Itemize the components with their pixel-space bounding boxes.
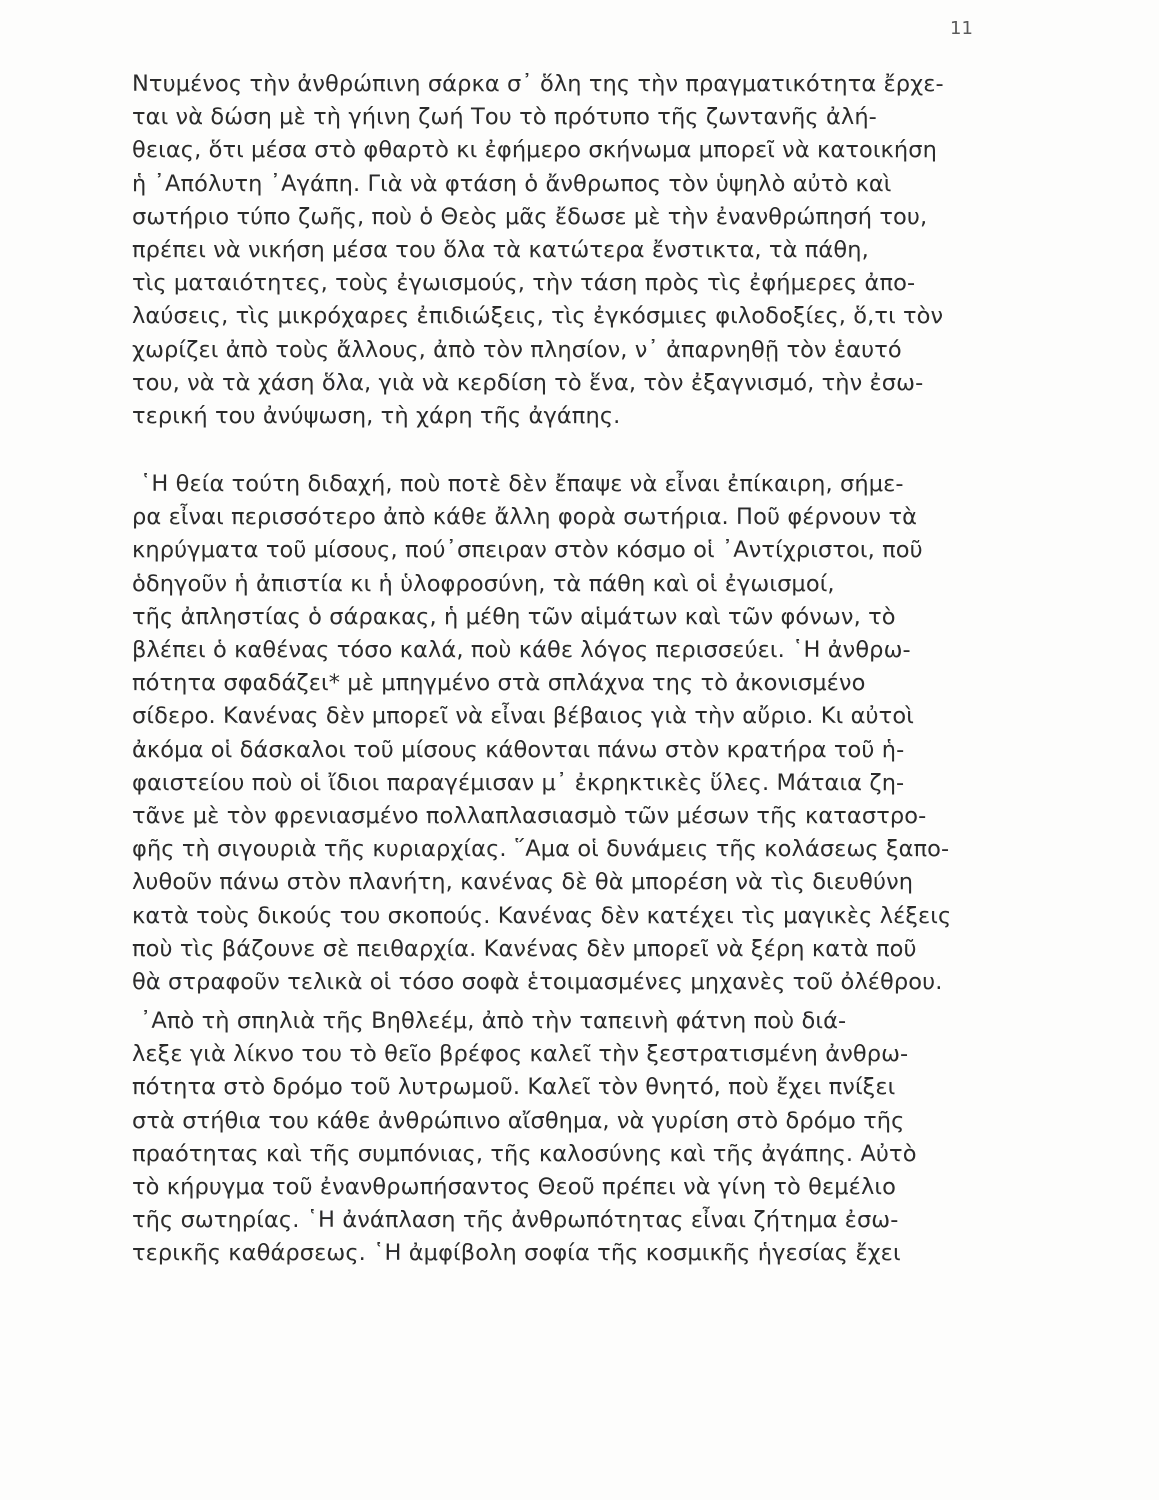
text-line: κατὰ τοὺς δικούς του σκοπούς. Κανένας δὲν κατέχει τὶς μαγικὲς λέξεις	[132, 902, 952, 929]
text-line: σωτήριο τύπο ζωῆς, ποὺ ὁ Θεὸς μᾶς ἔδωσε μὲ τὴν ἐνανθρώπησή του,	[132, 203, 928, 230]
text-line: ται νὰ δώση μὲ τὴ γήινη ζωή Του τὸ πρότυπο τῆς ζωντανῆς ἀλή-	[132, 104, 877, 131]
text-line: πρέπει νὰ νικήση μέσα του ὅλα τὰ κατώτερα ἔνστικτα, τὰ πάθη,	[132, 236, 869, 263]
text-line: βλέπει ὁ καθένας τόσο καλά, ποὺ κάθε λόγος περισσεύει. ῾Η ἀνθρω-	[132, 637, 911, 663]
text-line: Ντυμένος τὴν ἀνθρώπινη σάρκα σ᾽ ὅλη της τὴν πραγματικότητα ἔρχε-	[132, 71, 944, 97]
text-line: ῾Η θεία τούτη διδαχή, ποὺ ποτὲ δὲν ἔπαψε νὰ εἶναι ἐπίκαιρη, σήμε-	[140, 471, 904, 498]
text-line: θὰ στραφοῦν τελικὰ οἱ τόσο σοφὰ ἑτοιμασμένες μηχανὲς τοῦ ὀλέθρου.	[132, 968, 943, 995]
text-line: τῆς ἀπληστίας ὁ σάρακας, ἡ μέθη τῶν αἱμάτων καὶ τῶν φόνων, τὸ	[132, 603, 896, 630]
text-line: τερικῆς καθάρσεως. ῾Η ἀμφίβολη σοφία τῆς κοσμικῆς ἡγεσίας ἔχει	[132, 1240, 901, 1267]
text-line: τερική του ἀνύψωση, τὴ χάρη τῆς ἀγάπης.	[132, 402, 621, 429]
text-line: τῆς σωτηρίας. ῾Η ἀνάπλαση τῆς ἀνθρωπότητας εἶναι ζήτημα ἐσω-	[132, 1207, 899, 1234]
body-text	[132, 68, 990, 1271]
text-line: στὰ στήθια του κάθε ἀνθρώπινο αἴσθημα, νὰ γυρίση στὸ δρόμο τῆς	[132, 1107, 905, 1134]
text-line: πραότητας καὶ τῆς συμπόνιας, τῆς καλοσύνης καὶ τῆς ἀγάπης. Αὐτὸ	[132, 1140, 917, 1167]
text-line: λεξε γιὰ λίκνο του τὸ θεῖο βρέφος καλεῖ τὴν ξεστρατισμένη ἀνθρω-	[132, 1041, 909, 1068]
text-line: τᾶνε μὲ τὸν φρενιασμένο πολλαπλασιασμὸ τῶν μέσων τῆς καταστρο-	[132, 802, 927, 829]
text-line: ᾽Απὸ τὴ σπηλιὰ τῆς Βηθλεέμ, ἀπὸ τὴν ταπεινὴ φάτνη ποὺ διά-	[140, 1008, 847, 1035]
text-line: ὁδηγοῦν ἡ ἀπιστία κι ἡ ὑλοφροσύνη, τὰ πάθη καὶ οἱ ἐγωισμοί,	[132, 570, 835, 597]
text-line: πότητα σφαδάζει* μὲ μπηγμένο στὰ σπλάχνα της τὸ ἀκονισμένο	[132, 670, 866, 697]
text-line: τὶς ματαιότητες, τοὺς ἐγωισμούς, τὴν τάση πρὸς τὶς ἐφήμερες ἀπο-	[132, 270, 916, 297]
text-line: χωρίζει ἀπὸ τοὺς ἄλλους, ἀπὸ τὸν πλησίον, ν᾽ ἀπαρνηθῇ τὸν ἑαυτό	[132, 336, 902, 363]
text-line: πότητα στὸ δρόμο τοῦ λυτρωμοῦ. Καλεῖ τὸν θνητό, ποὺ ἔχει πνίξει	[132, 1074, 896, 1101]
text-line: κηρύγματα τοῦ μίσους, πού᾽σπειραν στὸν κόσμο οἱ ᾽Αντίχριστοι, ποῦ	[132, 537, 923, 564]
text-line: τὸ κήρυγμα τοῦ ἐνανθρωπήσαντος Θεοῦ πρέπει νὰ γίνη τὸ θεμέλιο	[132, 1174, 896, 1200]
text-line: λαύσεις, τὶς μικρόχαρες ἐπιδιώξεις, τὶς ἐγκόσμιες φιλοδοξίες, ὅ,τι τὸν	[132, 303, 944, 330]
text-line: θειας, ὅτι μέσα στὸ φθαρτὸ κι ἐφήμερο σκήνωμα μπορεῖ νὰ κατοικήση	[132, 137, 937, 164]
text-line: του, νὰ τὰ χάση ὅλα, γιὰ νὰ κερδίση τὸ ἕνα, τὸν ἐξαγνισμό, τὴν ἐσω-	[132, 369, 924, 396]
text-line: λυθοῦν πάνω στὸν πλανήτη, κανένας δὲ θὰ μπορέση νὰ τὶς διευθύνη	[132, 869, 914, 896]
text-line: ρα εἶναι περισσότερο ἀπὸ κάθε ἄλλη φορὰ σωτήρια. Ποῦ φέρνουν τὰ	[132, 504, 918, 531]
text-line: φαιστείου ποὺ οἱ ἴδιοι παραγέμισαν μ᾽ ἐκρηκτικὲς ὕλες. Μάταια ζη-	[132, 769, 905, 796]
text-line: ἀκόμα οἱ δάσκαλοι τοῦ μίσους κάθονται πάνω στὸν κρατήρα τοῦ ἡ-	[132, 736, 905, 763]
text-line: ἡ ᾽Απόλυτη ᾽Αγάπη. Γιὰ νὰ φτάση ὁ ἄνθρωπος τὸν ὑψηλὸ αὐτὸ καὶ	[132, 170, 892, 197]
text-line: σίδερο. Κανένας δὲν μπορεῖ νὰ εἶναι βέβαιος γιὰ τὴν αὔριο. Κι αὐτοὶ	[132, 703, 914, 730]
text-line: φῆς τὴ σιγουριὰ τῆς κυριαρχίας. ῞Αμα οἱ δυνάμεις τῆς κολάσεως ξαπο-	[132, 836, 950, 863]
page-number: 11	[950, 18, 973, 39]
text-line: ποὺ τὶς βάζουνε σὲ πειθαρχία. Κανένας δὲν μπορεῖ νὰ ξέρη κατὰ ποῦ	[132, 935, 917, 962]
